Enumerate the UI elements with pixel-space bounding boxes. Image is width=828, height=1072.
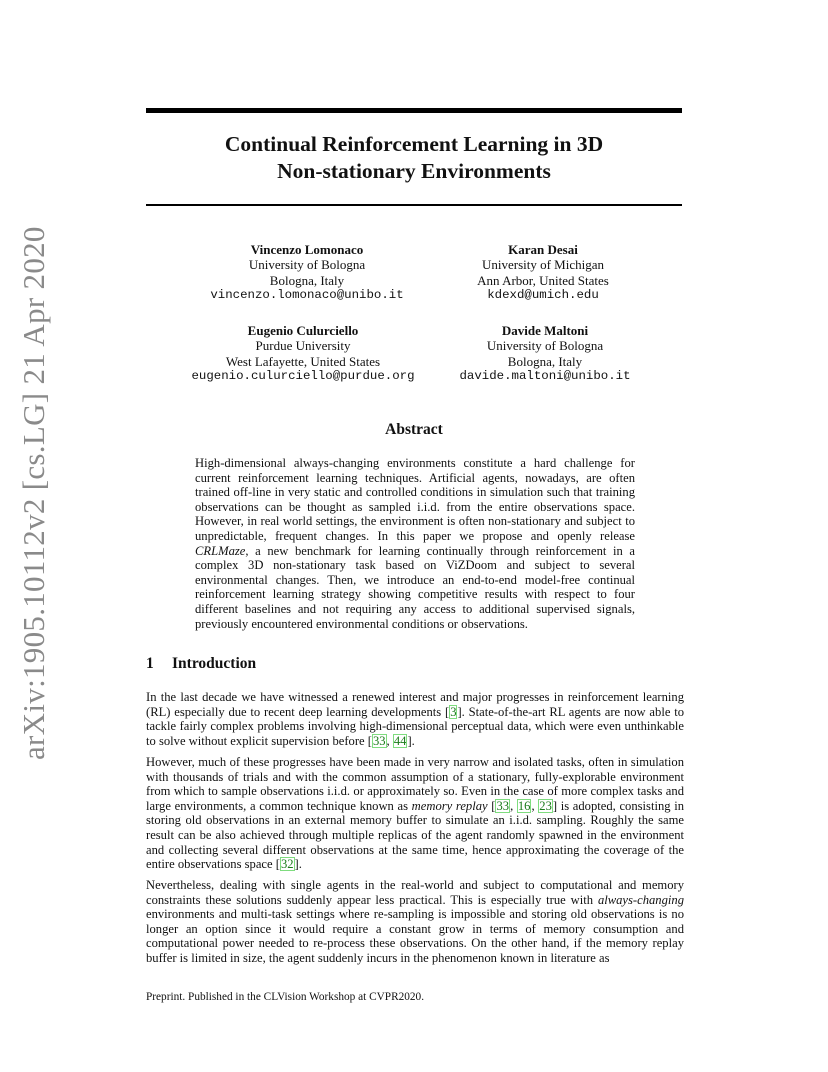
author-block-4 (420, 323, 670, 384)
author-affiliation: University of Michigan (481, 257, 605, 273)
preprint-footer: Preprint. Published in the CLVision Workshop at CVPR2020. (146, 991, 425, 1003)
section-number: 1 (146, 655, 154, 672)
author-name: Eugenio Culurciello (247, 323, 359, 338)
author-name: Davide Maltoni (501, 323, 589, 338)
abstract-text: High-dimensional always-changing environments constitute a hard challenge for current reinforcement learning techniques. Artificial agents, nowadays, are often trained off-line in very static and controlled conditions in simulation such that training observations can be thought as sampled i.i.d. from the entire observations space. However, in real world settings, the environment is often non-stationary and subject to unpredictable, frequent changes. In this paper we propose and openly release CRLMaze, a new benchmark for learning continually through reinforcement in a complex 3D non-stationary task based on ViZDoom and subject to several environmental changes. Then, we introduce an end-to-end model-free continual reinforcement learning strategy showing competitive results with respect to four different baselines and not requiring any access to additional supervised signals, previously encountered environmental conditions or observations. (195, 456, 635, 631)
arxiv-sidebar-stamp: arXiv:1905.10112v2 [cs.LG] 21 Apr 2020 (16, 226, 51, 760)
citation-link[interactable]: 23 (539, 798, 552, 813)
author-email[interactable]: eugenio.culurciello@purdue.org (191, 368, 415, 383)
citation-link[interactable]: 3 (450, 704, 457, 719)
citation-link[interactable]: 16 (517, 798, 531, 813)
benchmark-name: CRLMaze (195, 543, 246, 558)
author-name: Vincenzo Lomonaco (250, 242, 364, 257)
section-heading-introduction (146, 655, 256, 673)
title-bottom-rule (146, 204, 682, 206)
author-block-3 (178, 323, 428, 384)
title-line-2: Non-stationary Environments (277, 159, 551, 183)
citation-link[interactable]: 44 (393, 733, 407, 748)
paper-title (146, 131, 682, 185)
author-location: Bologna, Italy (269, 272, 345, 288)
citation-link[interactable]: 33 (372, 733, 386, 748)
intro-paragraph-3: Nevertheless, dealing with single agents in the real-world and subject to computational and memory constraints these solutions suddenly appear less practical. This is especially true with always-changing environments and multi-task settings where re-sampling is impossible and storing old observations is no longer an option since it would require a constant grow in terms of memory consumption and computational power needed to re-process these observations. On the other hand, if the memory replay buffer is limited in size, the agent suddenly incurs in the phenomenon known in literature as (146, 878, 684, 965)
author-email[interactable]: vincenzo.lomonaco@unibo.it (210, 287, 404, 302)
section-title: Introduction (172, 655, 257, 672)
author-location: West Lafayette, United States (225, 353, 381, 369)
author-affiliation: University of Bologna (248, 257, 366, 273)
author-affiliation: University of Bologna (486, 338, 604, 354)
author-name: Karan Desai (508, 242, 578, 257)
term-memory-replay: memory replay (411, 798, 488, 813)
author-block-1 (192, 242, 422, 303)
intro-paragraph-2: However, much of these progresses have been made in very narrow and isolated tasks, often in simulation with thousands of trials and with the common assumption of a stationary, fully-explorable environment from which to sample observations i.i.d. or approximately so. Even in the case of more complex tasks and large environments, a common technique known as memory replay [33, 16, 23] is adopted, consisting in storing old observations in an external memory buffer to simulate an i.i.d. sampling. Roughly the same result can be also achieved through multiple replicas of the agent randomly spawned in the environment and collecting several different observations at the same time, hence approximating the coverage of the entire observations space [32]. (146, 755, 685, 872)
author-email[interactable]: kdexd@umich.edu (487, 287, 599, 302)
author-email[interactable]: davide.maltoni@unibo.it (459, 368, 631, 383)
abstract-heading: Abstract (385, 421, 443, 438)
author-affiliation: Purdue University (255, 338, 351, 354)
term-always-changing: always-changing (597, 892, 684, 907)
title-top-rule (146, 108, 682, 113)
author-location: Bologna, Italy (507, 353, 583, 369)
title-line-1: Continual Reinforcement Learning in 3D (224, 132, 604, 156)
citation-link[interactable]: 33 (496, 798, 510, 813)
author-location: Ann Arbor, United States (477, 272, 609, 288)
intro-paragraph-1: In the last decade we have witnessed a renewed interest and major progresses in reinforcement learning (RL) especially due to recent deep learning developments [3]. State-of-the-art RL agents are now able to tackle fairly complex problems involving high-dimensional perceptual data, which were even unthinkable to solve without explicit supervision before [33, 44]. (146, 690, 685, 748)
author-block-2 (428, 242, 658, 303)
citation-link[interactable]: 32 (280, 857, 294, 872)
